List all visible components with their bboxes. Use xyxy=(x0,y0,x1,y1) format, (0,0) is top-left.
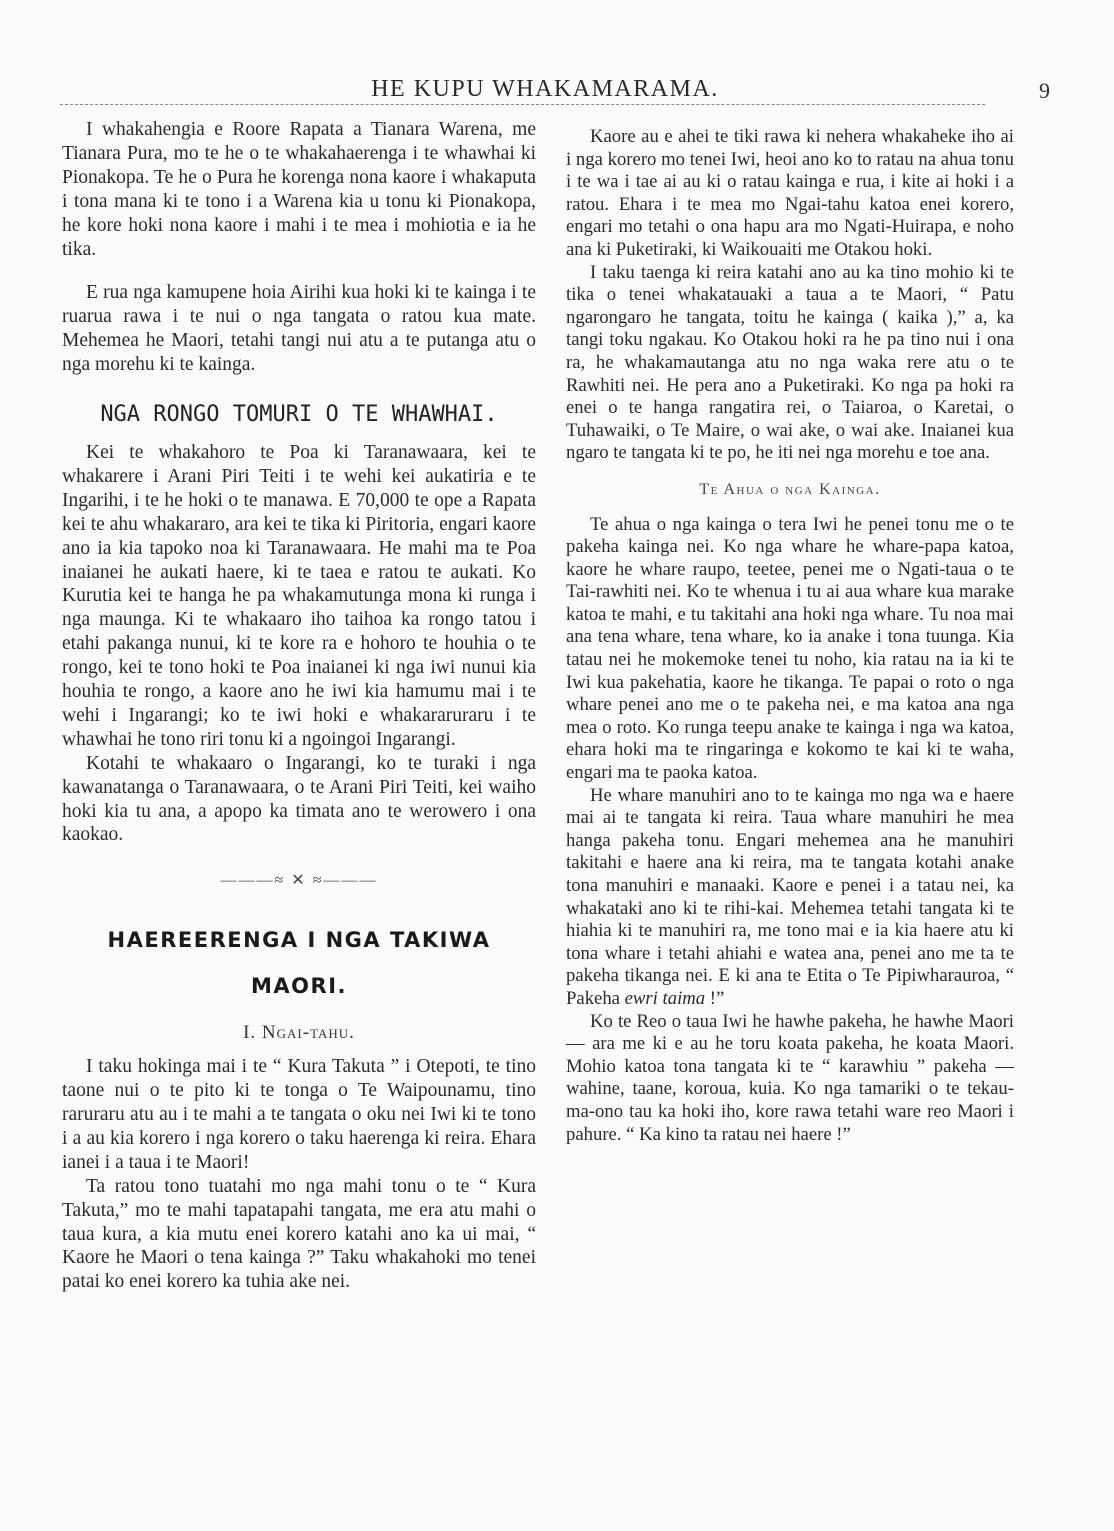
page-number: 9 xyxy=(1039,78,1050,103)
left-paragraph-6: Ta ratou tono tuatahi mo nga mahi tonu o te “ Kura Takuta,” mo te mahi tapatapahi tangata, me era atu mahi o taua kura, a kia mutu enei korero katahi ano ka ui mai, “ Kaore he Maori o tena kainga ?” Taku whakahoki mo tenei patai ko enei korero ka tuhia ake nei. xyxy=(62,1175,536,1293)
right-column xyxy=(566,126,1014,1146)
right-paragraph-4 xyxy=(566,785,1014,1011)
left-paragraph-1: I whakahengia e Roore Rapata a Tianara Warena, me Tianara Pura, mo te he o te whakahaerenga i te whawhai ki Pionakopa. Te he o Pura he korenga nona kaore i whakaputa i tona mana ki te tono i a Warena kia u tonu ki Pionakopa, he kore hoki nona kaore i mahi i te mea i mohiotia e ia he tika. xyxy=(62,119,536,260)
right-paragraph-4-end: !” xyxy=(709,987,725,1009)
left-paragraph-2: E rua nga kamupene hoia Airihi kua hoki ki te kainga i te ruarua rawa i te nui o nga tangata o ratou kua mate. Mehemea he Maori, tetahi tangi nui atu a te putanga atu o nga morehu ki te kainga. xyxy=(62,282,536,376)
left-column xyxy=(62,118,536,1294)
right-paragraph-4-text: He whare manuhiri ano to te kainga mo nga wa e haere mai ai te tangata ki reira. Taua whare manuhiri he mea hanga pakeha tonu. Engari mehemea ana he manuhiri takitahi e haere ana ki reira, ma te tangata kotahi anake tona manuhiri e manaaki. Kaore e penei i a tatau nei, ka whakataki ano ki te rihi-kai. Mehemea tetahi tangata ki te hiahia ki te manuhiri ra, me tono mai e ia kia haere atu ki tona whare i tetahi ahiahi e watea ana, penei ano me ta te pakeha tikanga nei. E ki ana te Etita o Te Pipiwharauroa, “ Pakeha xyxy=(566,784,1014,1009)
section-heading-haereerenga-line1: HAEREERENGA I NGA TAKIWA xyxy=(107,928,491,953)
header-rule xyxy=(60,104,985,105)
left-paragraph-4: Kotahi te whakaaro o Ingarangi, ko te turaki i nga kawanatanga o Taranawaara, o te Arani Piri Teiti, kei waiho hoki kia tu ana, a apopo ka timata ano te werowero i ona kaokao. xyxy=(62,752,536,846)
left-paragraph-3: Kei te whakahoro te Poa ki Taranawaara, kei te whakarere i Arani Piri Teiti i te wehi kei aukatiria e te Ingarihi, i te he hoki o te manawa. E 70,000 te ope a Rapata kei te ahu whakararo, ara kei te tika ki Piritoria, engari kaore ano ia kia tapoko noa ki Taranawaara. He mahi ma te Poa inaianei he aukati haere, ki te taea e ratou te aukati. Ko Kurutia kei te hanga he pa whakamutunga mona ki runga i nga maunga. Ki te whakaaro iho taihoa ka rongo tatou i etahi pakanga nunui, ki te kore ra e hohoro te houhia o te rongo, kei te tono hoki te Poa inaianei ki nga iwi nunui kia houhia te rongo, a kaore ano he iwi kia hamumu mai i te wehi i Ingarangi; ko te iwi hoki e whakararuraru i te whawhai he tono riri tonu ki a ngoingoi Ingarangi. xyxy=(62,441,536,750)
section-heading-haereerenga-line2: MAORI. xyxy=(251,974,347,999)
left-paragraph-5: I taku hokinga mai i te “ Kura Takuta ” i Otepoti, te tino taone nui o te pito ki te tonga o Te Waipounamu, tino raruraru atu au i te mahi a te tangata o oku nei Iwi ki te tono i a au kia korero i nga korero o taku haerenga ki reira. Ehara ianei i a taua i te Maori! xyxy=(62,1056,536,1173)
subheading-te-ahua: Te Ahua o nga Kainga. xyxy=(699,480,881,498)
running-head xyxy=(60,76,1050,106)
right-paragraph-1: Kaore au e ahei te tiki rawa ki nehera whakaheke iho ai i nga korero mo tenei Iwi, heoi ano ko to ratau na ahua tonu i te wa i tae ai au ki o ratau kainga e rua, i kite ai hoki i a ratou. Ehara i te mea mo Ngai-tahu katoa enei korero, engari mo tetahi o ona hapu ara mo Ngati-Huirapa, e noho ana ki Puketiraki, ki Waikouaiti me Otakou hoki. xyxy=(566,126,1014,260)
section-ornament: ———≈ ✕ ≈——— xyxy=(220,872,378,890)
section-heading-rongo-tomuri: NGA RONGO TOMURI O TE WHAWHAI. xyxy=(100,402,498,428)
right-paragraph-3: Te ahua o nga kainga o tera Iwi he penei tonu me o te pakeha kainga nei. Ko nga whare he whare-papa katoa, kaore he whare raupo, teetee, penei me o Ngati-taua o te Tai-rawhiti nei. Ko te whenua i tu ai aua whare kua marake katoa te mahi, e tu takitahi ana hoki nga whare. Tu noa mai ana tena whare, tena whare, ko ia anake i tona tuunga. Kia tatau nei he mokemoke tenei tu noho, kia ratau na ia ki te Iwi kua pakehatia, kaore he tikanga. Te papai o roto o nga whare penei ano me o te pakeha nei, e ma katoa ana nga mea o roto. Ko runga teepu anake te kainga i nga wa katoa, ehara hoki ma te ringaringa e kokomo te kai ki te waha, engari ma te paoka katoa. xyxy=(566,513,1014,784)
subheading-ngai-tahu: I. Ngai-tahu. xyxy=(243,1022,355,1044)
right-paragraph-5: Ko te Reo o taua Iwi he hawhe pakeha, he hawhe Maori — ara me ki e au he toru koata pakeha, he koata Maori. Mohio katoa tona tangata ki te “ karawhiu ” pakeha — wahine, taane, koroua, kuia. Ko nga tamariki o te tekau-ma-ono tau ka hoki iho, kore rawa tetahi ware reo Maori i pahure. “ Ka kino ta ratau nei haere !” xyxy=(566,1010,1014,1145)
running-title: HE KUPU WHAKAMARAMA. xyxy=(371,76,719,102)
right-paragraph-2: I taku taenga ki reira katahi ano au ka tino mohio ki te tika o tenei whakatauaki a taua a te Maori, “ Patu ngarongaro he tangata, toitu he kainga ( kaika ),” a, ka tangi toku ngakau. Ko Otakou hoki ra he pa tino nui i ona ra, he whakamautanga atu no nga waka rere atu o te Rawhiti nei. He pera ano a Puketiraki. Ko nga pa hoki ra enei o te hanga rangatira rei, o Taiaroa, o Karetai, o Tuhawaiki, o Te Maire, o wai ake, o wai ake. Inaianei kua ngaro te tangata ki te po, he iti nei nga morehu e toe ana. xyxy=(566,261,1014,464)
right-paragraph-4-italic: ewri taima xyxy=(624,987,706,1009)
